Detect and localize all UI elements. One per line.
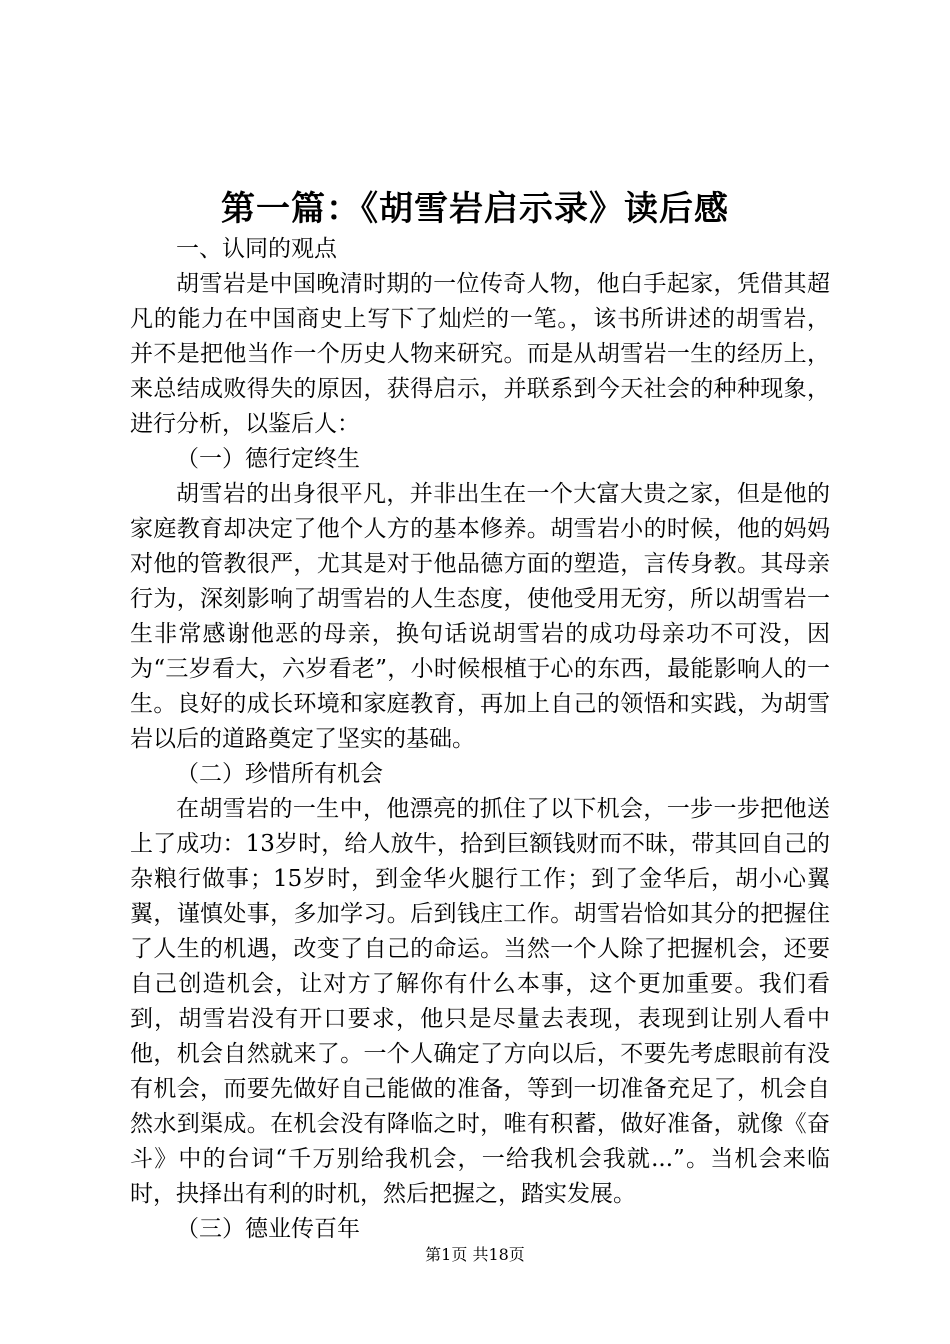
- subsection-heading: （三）德业传百年: [176, 1216, 360, 1242]
- body-paragraph: 胡雪岩的出身很平凡，并非出生在一个大富大贵之家，但是他的家庭教育却决定了他个人方的基本修养。胡雪岩小的时候，他的妈妈对他的管教很严，尤其是对于他品德方面的塑造，言传身教。其母亲行为，深刻影响了胡雪岩的人生态度，使他受用无穷，所以胡雪岩一生非常感谢他恶的母亲，换句话说胡雪岩的成功母亲功不可没，因为“三岁看大，六岁看老”，小时候根植于心的东西，最能影响人的一生。良好的成长环境和家庭教育，再加上自己的领悟和实践，为胡雪岩以后的道路奠定了坚实的基础。: [130, 481, 830, 752]
- page-footer: 第1页 共18页: [425, 1245, 525, 1264]
- body-paragraph: 胡雪岩是中国晚清时期的一位传奇人物，他白手起家，凭借其超凡的能力在中国商史上写下了灿烂的一笔。，该书所讲述的胡雪岩，并不是把他当作一个历史人物来研究。而是从胡雪岩一生的经历上，来总结成败得失的原因，获得启示，并联系到今天社会的种种现象，进行分析，以鉴后人：: [130, 271, 830, 437]
- section-heading: 一、认同的观点: [176, 236, 337, 262]
- subsection-heading: （二）珍惜所有机会: [176, 761, 383, 787]
- subsection-heading: （一）德行定终生: [176, 446, 360, 472]
- document-title: 第一篇：《胡雪岩启示录》读后感: [221, 189, 729, 229]
- body-paragraph: 在胡雪岩的一生中，他漂亮的抓住了以下机会，一步一步把他送上了成功：13岁时，给人放牛，拾到巨额钱财而不昧，带其回自己的杂粮行做事；15岁时，到金华火腿行工作；到了金华后，胡小心翼翼，谨慎处事，多加学习。后到钱庄工作。胡雪岩恰如其分的把握住了人生的机遇，改变了自己的命运。当然一个人除了把握机会，还要自己创造机会，让对方了解你有什么本事，这个更加重要。我们看到，胡雪岩没有开口要求，他只是尽量去表现，表现到让别人看中他，机会自然就来了。一个人确定了方向以后，不要先考虑眼前有没有机会，而要先做好自己能做的准备，等到一切准备充足了，机会自然水到渠成。在机会没有降临之时，唯有积蓄，做好准备，就像《奋斗》中的台词“千万别给我机会，一给我机会我就...”。当机会来临时，抉择出有利的时机，然后把握之，踏实发展。: [130, 796, 830, 1207]
- document-body: [130, 232, 830, 1247]
